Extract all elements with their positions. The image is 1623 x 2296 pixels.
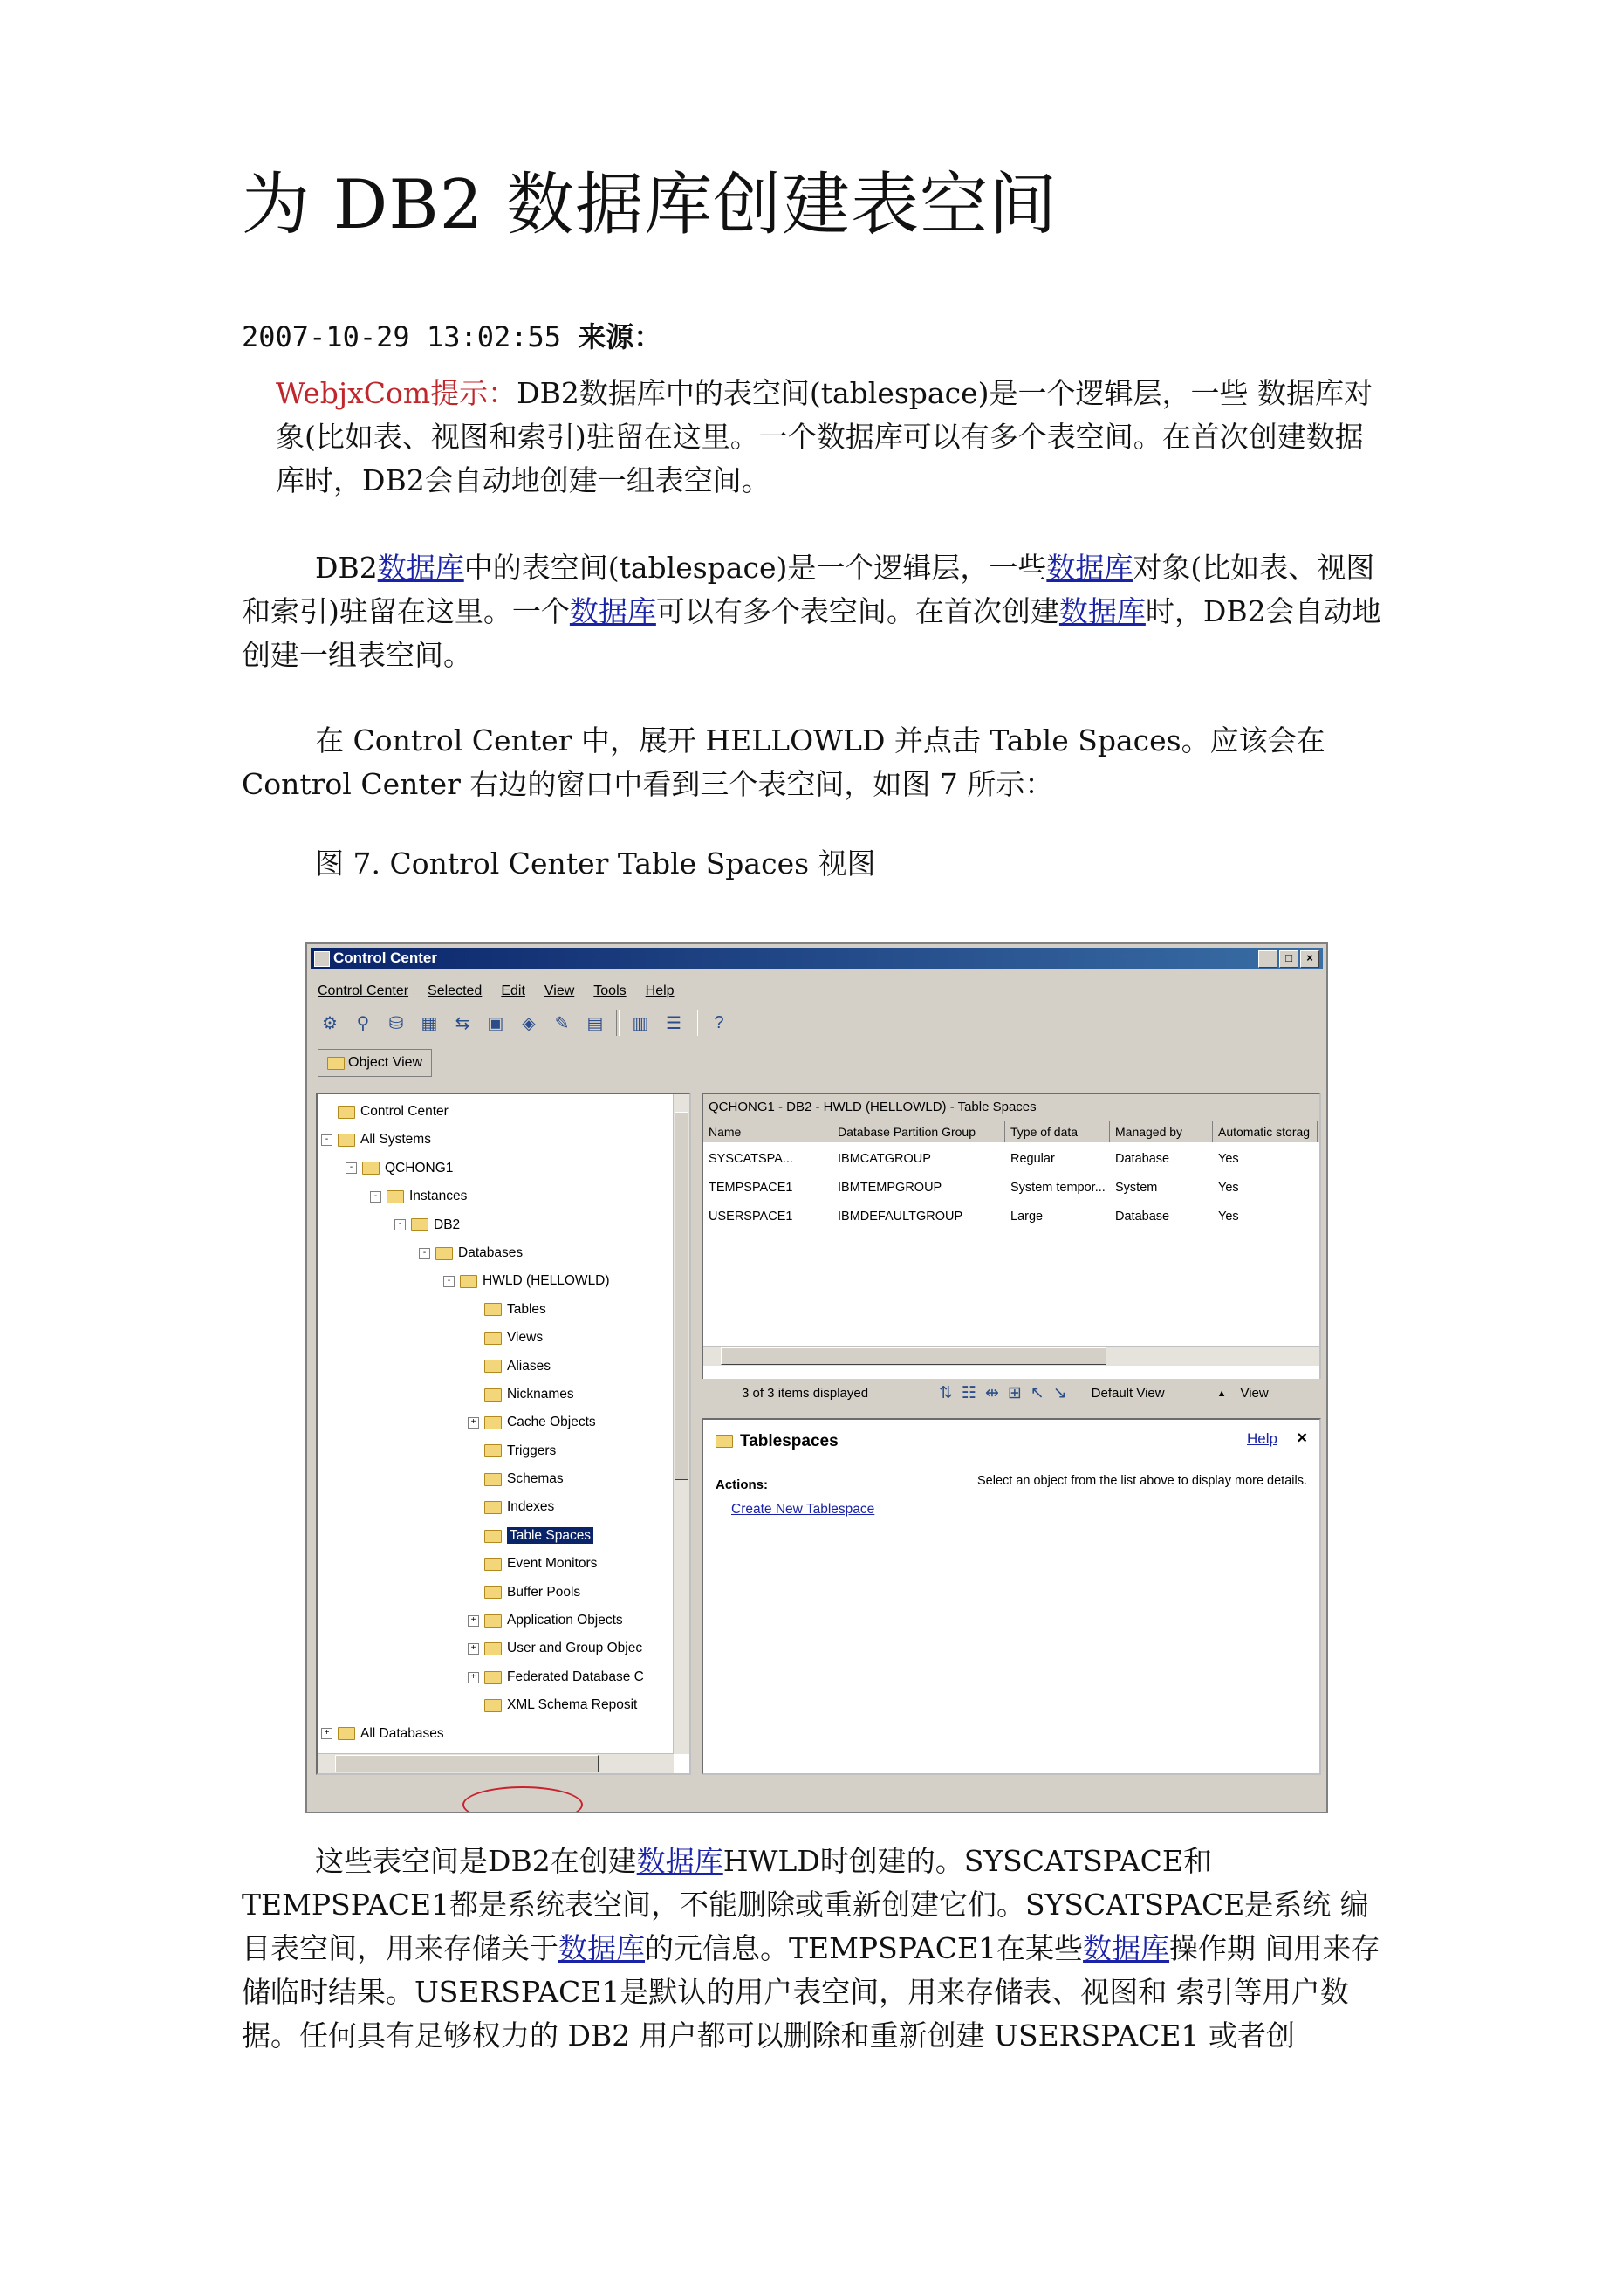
paragraph-1 xyxy=(242,546,1394,677)
text-run: 的元信息。TEMPSPACE1在某些 xyxy=(645,1931,1084,1965)
highlight-ellipse xyxy=(462,1786,583,1813)
tree-node-label: Event Monitors xyxy=(507,1556,598,1572)
task-icon[interactable]: ◈ xyxy=(522,1013,536,1033)
text-run: 在 Control Center 中，展开 HELLOWLD 并点击 Table Spaces。应该会在 Control Center 右边的窗口中看到三个表空间，如图 7 所示： xyxy=(242,723,1325,801)
tree-node-label: Databases xyxy=(458,1244,524,1260)
collapse-icon[interactable]: - xyxy=(419,1248,430,1259)
folder-icon xyxy=(716,1435,733,1448)
tree-node[interactable] xyxy=(321,1211,670,1239)
folder-icon xyxy=(484,1444,502,1457)
collapse-icon[interactable]: - xyxy=(370,1191,381,1203)
tree-node[interactable] xyxy=(321,1691,670,1719)
object-tree xyxy=(321,1098,670,1748)
object-tree-pane xyxy=(316,1093,691,1775)
folder-icon xyxy=(338,1727,355,1740)
toolbar-separator xyxy=(695,1010,698,1036)
help-link[interactable]: Help xyxy=(1247,1430,1277,1447)
database-link[interactable]: 数据库 xyxy=(569,594,656,628)
database-link[interactable]: 数据库 xyxy=(558,1931,645,1965)
tree-node-label: All Databases xyxy=(360,1725,444,1741)
view-button[interactable]: View xyxy=(1240,1386,1269,1401)
folder-icon xyxy=(435,1247,453,1260)
database-link[interactable]: 数据库 xyxy=(1046,551,1133,585)
tree-node[interactable] xyxy=(321,1126,670,1154)
systems-icon[interactable]: ⚙ xyxy=(322,1013,338,1033)
tree-node[interactable] xyxy=(321,1579,670,1607)
tree-node-label: Application Objects xyxy=(507,1613,623,1628)
tables-icon[interactable]: ▦ xyxy=(421,1013,438,1033)
tab-object-view[interactable] xyxy=(318,1049,432,1077)
table-cell: Large xyxy=(1010,1210,1044,1223)
control-center-app-icon xyxy=(314,951,330,967)
create-new-tablespace-link[interactable]: Create New Tablespace xyxy=(731,1502,875,1517)
expand-icon[interactable]: + xyxy=(468,1672,479,1683)
menu-bar xyxy=(318,981,675,1002)
folder-icon xyxy=(484,1388,502,1402)
actions-label: Actions: xyxy=(716,1477,768,1492)
folder-icon xyxy=(484,1671,502,1684)
tree-node-label: Views xyxy=(507,1330,544,1346)
table-row[interactable] xyxy=(703,1145,1319,1174)
collapse-icon[interactable]: - xyxy=(346,1162,357,1174)
paragraph-2 xyxy=(242,719,1394,806)
menu-edit[interactable]: Edit xyxy=(501,984,525,998)
tree-node[interactable] xyxy=(321,1607,670,1635)
list-status-bar xyxy=(702,1379,1321,1408)
tree-node[interactable] xyxy=(321,1324,670,1352)
table-row[interactable] xyxy=(703,1203,1319,1231)
text-run: 中的表空间(tablespace)是一个逻辑层，一些 xyxy=(463,551,1047,585)
tree-node-label: Federated Database C xyxy=(507,1669,644,1684)
article-title: 为 DB2 数据库创建表空间 xyxy=(242,166,1058,244)
table-cell: IBMTEMPGROUP xyxy=(838,1181,942,1195)
tree-node[interactable] xyxy=(321,1522,670,1550)
tree-node[interactable] xyxy=(321,1239,670,1267)
tree-node[interactable] xyxy=(321,1663,670,1691)
folder-icon xyxy=(327,1057,345,1070)
column-name[interactable]: Name xyxy=(703,1121,832,1142)
tree-node[interactable] xyxy=(321,1381,670,1408)
folder-icon xyxy=(362,1162,380,1175)
folder-icon xyxy=(484,1642,502,1655)
tab-label: Object View xyxy=(348,1055,423,1070)
tree-node-label: Triggers xyxy=(507,1443,557,1458)
scroll-thumb[interactable] xyxy=(721,1347,1106,1365)
table-rows xyxy=(703,1145,1319,1231)
folder-icon xyxy=(484,1473,502,1486)
folder-icon xyxy=(484,1416,502,1429)
tree-node-label: User and Group Objec xyxy=(507,1641,643,1656)
folder-icon xyxy=(387,1190,404,1203)
database-link[interactable]: 数据库 xyxy=(1083,1931,1170,1965)
article-meta xyxy=(242,319,661,355)
column-headers xyxy=(703,1121,1319,1142)
tree-node[interactable] xyxy=(321,1550,670,1578)
folder-icon xyxy=(460,1275,477,1288)
text-run: 可以有多个表空间。在首次创建 xyxy=(655,594,1059,628)
menu-view[interactable]: View xyxy=(544,984,575,998)
scroll-thumb[interactable] xyxy=(335,1755,599,1772)
table-cell: System tempor... xyxy=(1010,1181,1106,1195)
folder-icon xyxy=(484,1501,502,1514)
tree-node-label: QCHONG1 xyxy=(385,1160,454,1175)
minimize-button[interactable]: _ xyxy=(1258,950,1277,968)
database-link[interactable]: 数据库 xyxy=(1058,594,1146,628)
publish-datetime: 2007-10-29 13:02:55 xyxy=(242,320,562,353)
table-cell: Database xyxy=(1115,1210,1170,1223)
expand-icon[interactable]: + xyxy=(468,1643,479,1655)
column-partition-group[interactable]: Database Partition Group xyxy=(832,1121,1005,1142)
dropdown-arrow-icon[interactable]: ▲ xyxy=(1216,1388,1227,1399)
collapse-icon[interactable]: - xyxy=(443,1276,455,1287)
tree-node[interactable] xyxy=(321,1465,670,1493)
window-title: Control Center xyxy=(333,949,437,966)
close-icon[interactable]: × xyxy=(1297,1429,1307,1448)
folder-icon xyxy=(484,1558,502,1571)
table-cell: SYSCATSPA... xyxy=(709,1152,793,1166)
text-run: 这些表空间是DB2在创建 xyxy=(315,1844,637,1878)
details-icon[interactable]: ▥ xyxy=(632,1013,649,1033)
databases-icon[interactable]: ⛁ xyxy=(388,1013,404,1033)
details-pane xyxy=(702,1418,1321,1775)
column-managed-by[interactable]: Managed by xyxy=(1110,1121,1213,1142)
source-label: 来源： xyxy=(578,320,662,353)
database-link[interactable]: 数据库 xyxy=(377,551,464,585)
database-link[interactable]: 数据库 xyxy=(636,1844,723,1878)
figure-caption: 图 7. Control Center Table Spaces 视图 xyxy=(315,846,876,881)
menu-selected[interactable]: Selected xyxy=(428,984,483,998)
list-horizontal-scrollbar[interactable] xyxy=(703,1346,1319,1366)
folder-icon xyxy=(484,1586,502,1599)
tree-node[interactable] xyxy=(321,1408,670,1436)
scroll-thumb[interactable] xyxy=(675,1112,688,1480)
tree-node-label: Control Center xyxy=(360,1104,449,1119)
tree-node[interactable] xyxy=(321,1267,670,1295)
tree-node-label: Aliases xyxy=(507,1358,551,1374)
tree-node-label: Buffer Pools xyxy=(507,1584,581,1600)
tree-vertical-scrollbar[interactable] xyxy=(673,1094,689,1754)
tree-node[interactable] xyxy=(321,1098,670,1126)
tree-node[interactable] xyxy=(321,1720,670,1748)
tree-horizontal-scrollbar[interactable] xyxy=(318,1753,674,1773)
column-type-of-data[interactable]: Type of data xyxy=(1005,1121,1110,1142)
tree-node[interactable] xyxy=(321,1635,670,1662)
tip-label: WebjxCom提示： xyxy=(276,376,517,410)
folder-icon xyxy=(411,1218,428,1231)
expand-icon[interactable]: + xyxy=(321,1728,332,1739)
table-row[interactable] xyxy=(703,1174,1319,1203)
tree-node-label: Nicknames xyxy=(507,1386,574,1402)
toolbar-separator xyxy=(616,1010,620,1036)
tip-box xyxy=(276,372,1384,503)
help-icon[interactable]: ? xyxy=(714,1012,724,1032)
tree-node-label: All Systems xyxy=(360,1132,431,1148)
window-titlebar xyxy=(311,948,1323,969)
text-run: DB2 xyxy=(315,551,378,585)
details-title xyxy=(716,1429,839,1455)
tree-node-label: XML Schema Reposit xyxy=(507,1697,638,1713)
tree-node[interactable] xyxy=(321,1182,670,1210)
table-cell: TEMPSPACE1 xyxy=(709,1181,793,1195)
menu-tools[interactable]: Tools xyxy=(593,984,627,998)
tree-node-label: Cache Objects xyxy=(507,1415,596,1430)
table-cell: Database xyxy=(1115,1152,1170,1166)
folder-icon xyxy=(484,1530,502,1543)
tree-node[interactable] xyxy=(321,1493,670,1521)
table-cell: Regular xyxy=(1010,1152,1055,1166)
list-path-header: QCHONG1 - DB2 - HWLD (HELLOWLD) - Table Spaces xyxy=(703,1094,1319,1121)
toolbar xyxy=(318,1007,731,1038)
list-action-icons[interactable]: ⇅☷⇹⊞↖↘ xyxy=(939,1384,1076,1402)
details-hint: Select an object from the list above to display more details. xyxy=(977,1474,1307,1488)
instances-icon[interactable]: ⚲ xyxy=(356,1013,370,1033)
tree-node-label: Instances xyxy=(409,1189,468,1204)
text-run: 时，DB2会自动地创建一组表空间。 xyxy=(242,594,1381,672)
text-run: HWLD时创建的。SYSCATSPACE和 TEMPSPACE1都是系统表空间，不能删除或重新创建它们。SYSCATSPACE是系统 编目表空间，用来存储关于 xyxy=(242,1844,1369,1965)
close-button[interactable]: × xyxy=(1300,950,1319,968)
table-cell: IBMCATGROUP xyxy=(838,1152,931,1166)
collapse-icon[interactable]: - xyxy=(394,1219,406,1230)
expand-icon[interactable]: + xyxy=(468,1615,479,1627)
tree-node-label: Schemas xyxy=(507,1471,564,1487)
table-spaces-list-pane xyxy=(702,1093,1321,1402)
folder-icon xyxy=(484,1614,502,1628)
control-center-screenshot xyxy=(305,942,1328,1813)
replication-icon[interactable]: ▤ xyxy=(586,1013,604,1033)
maximize-button[interactable]: □ xyxy=(1279,950,1298,968)
folder-icon xyxy=(338,1106,355,1119)
tree-node-label: HWLD (HELLOWLD) xyxy=(483,1273,610,1289)
folder-icon xyxy=(338,1134,355,1147)
default-view-select[interactable]: Default View xyxy=(1091,1386,1165,1401)
tree-node-label: Table Spaces xyxy=(507,1527,593,1544)
folder-icon xyxy=(484,1699,502,1712)
expand-icon[interactable]: + xyxy=(468,1417,479,1429)
table-cell: Yes xyxy=(1218,1210,1239,1223)
tree-node[interactable] xyxy=(321,1296,670,1324)
items-displayed: 3 of 3 items displayed xyxy=(742,1386,869,1401)
paragraph-3 xyxy=(242,1840,1394,2058)
folder-icon xyxy=(484,1360,502,1373)
tip-text: DB2数据库中的表空间(tablespace)是一个逻辑层，一些 数据库对象(比如表、视图和索引)驻留在这里。一个数据库可以有多个表空间。在首次创建数据库时，DB2会自动地创建一组表空间。 xyxy=(276,376,1373,497)
menu-control-center[interactable]: Control Center xyxy=(318,984,409,998)
text-run: 操作期 间用来存储临时结果。USERSPACE1是默认的用户表空间，用来存储表、视图和 索引等用户数据。任何具有足够权力的 DB2 用户都可以删除和重新创建 USERSPACE1 或者创 xyxy=(242,1931,1380,2053)
tree-node-label: Tables xyxy=(507,1301,546,1317)
views-icon[interactable]: ⇆ xyxy=(455,1013,470,1033)
tree-node[interactable] xyxy=(321,1353,670,1381)
table-cell: Yes xyxy=(1218,1181,1239,1195)
tree-node[interactable] xyxy=(321,1155,670,1182)
window-buttons xyxy=(1258,950,1319,966)
monitor-icon[interactable]: ▣ xyxy=(487,1013,504,1033)
text-run: 对象(比如表、视图和索引)驻留在这里。一个 xyxy=(242,551,1375,628)
table-cell: Yes xyxy=(1218,1152,1239,1166)
tree-node-label: DB2 xyxy=(434,1217,461,1232)
tree-node[interactable] xyxy=(321,1437,670,1465)
menu-help[interactable]: Help xyxy=(645,984,675,998)
tree-node-label: Indexes xyxy=(507,1499,555,1515)
table-cell: USERSPACE1 xyxy=(709,1210,793,1223)
details-title-text: Tablespaces xyxy=(740,1432,839,1450)
table-cell: System xyxy=(1115,1181,1158,1195)
folder-icon xyxy=(484,1332,502,1345)
list-icon[interactable]: ☰ xyxy=(666,1013,681,1033)
folder-icon xyxy=(484,1303,502,1316)
journal-icon[interactable]: ✎ xyxy=(554,1013,570,1033)
column-automatic-storage[interactable]: Automatic storag xyxy=(1213,1121,1318,1142)
collapse-icon[interactable]: - xyxy=(321,1134,332,1146)
table-cell: IBMDEFAULTGROUP xyxy=(838,1210,963,1223)
